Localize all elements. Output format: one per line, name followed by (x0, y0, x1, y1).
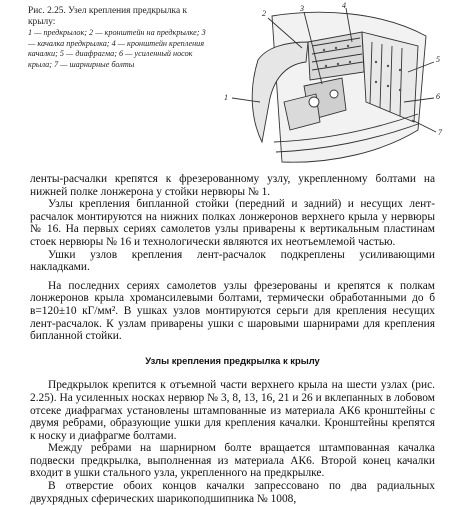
callout-2: 2 (262, 9, 266, 18)
paragraph: Ушки узлов крепления лент-расчалок подкреплены усиливающими накладками. (30, 248, 435, 274)
callout-5: 5 (436, 55, 440, 64)
callout-4: 4 (342, 2, 346, 10)
figure-caption (28, 6, 208, 70)
slat-mount-drawing (212, 2, 448, 172)
paragraph: Между ребрами на шарнирном болте вращается штампованная качалка подвески предкрылка, выполненная из материала АК6. Второй конец качалки входит в ушки стального узла, укрепленного на предкрылке. (30, 442, 435, 480)
paragraph: Предкрылок крепится к отъемной части верхнего крыла на шести узлах (рис. 2.25). На усиленных носках нервюр № 3, 8, 13, 16, 21 и 26 и вклепанных в лобовом отсеке диафрагмах установлены штампованные из материала АК6 кронштейны с двумя ребрами, образующие ушки для крепления качалки. Кронштейны крепятся к носку и диафрагме болтами. (30, 379, 435, 442)
paragraph: Узлы крепления бипланной стойки (передний и задний) и несущих лент-расчалок монтируются на нижних полках лонжеронов верхнего крыла у нервюры № 16. На первых сериях самолетов узлы приварены к вертикальным пластинам стоек нервюры № 16 и технологически являются их неотъемлемой частью. (30, 198, 435, 248)
paragraph: ленты-расчалки крепятся к фрезерованному узлу, укрепленному болтами на нижней полке лонжерона у стойки нервюры № 1. (30, 173, 435, 198)
paragraph: В отверстие обоих концов качалки запрессовано по два радиальных двухрядных сферических шарикоподшипника № 1008, (30, 480, 435, 505)
figure-caption-legend: 1 — предкрылок; 2 — кронштейн на предкрылке; 3 — качалка предкрылка; 4 — кронштейн крепления качалки; 5 — диафрагма; 6 — усиленный носок крыла; 7 — шарнирные болты (28, 28, 206, 69)
body-text (30, 173, 435, 505)
figure-caption-title: Рис. 2.25. Узел крепления предкрылка к крылу: (28, 6, 188, 27)
callout-7: 7 (438, 128, 442, 137)
section-title: Узлы крепления предкрылка к крылу (145, 354, 320, 366)
callout-6: 6 (436, 92, 440, 101)
callout-3: 3 (300, 4, 304, 13)
paragraph: На последних сериях самолетов узлы фрезерованы и крепятся к полкам лонжеронов крыла хромансилевыми болтами, термически обработанными до б в=120±10 кГ/мм². В ушках узлов монтируются серьги для крепления несущих лент-расчалок. К узлам приварены ушки с шаровыми шарнирами для крепления бипланной стойки. (30, 279, 435, 343)
callout-1: 1 (224, 93, 228, 102)
